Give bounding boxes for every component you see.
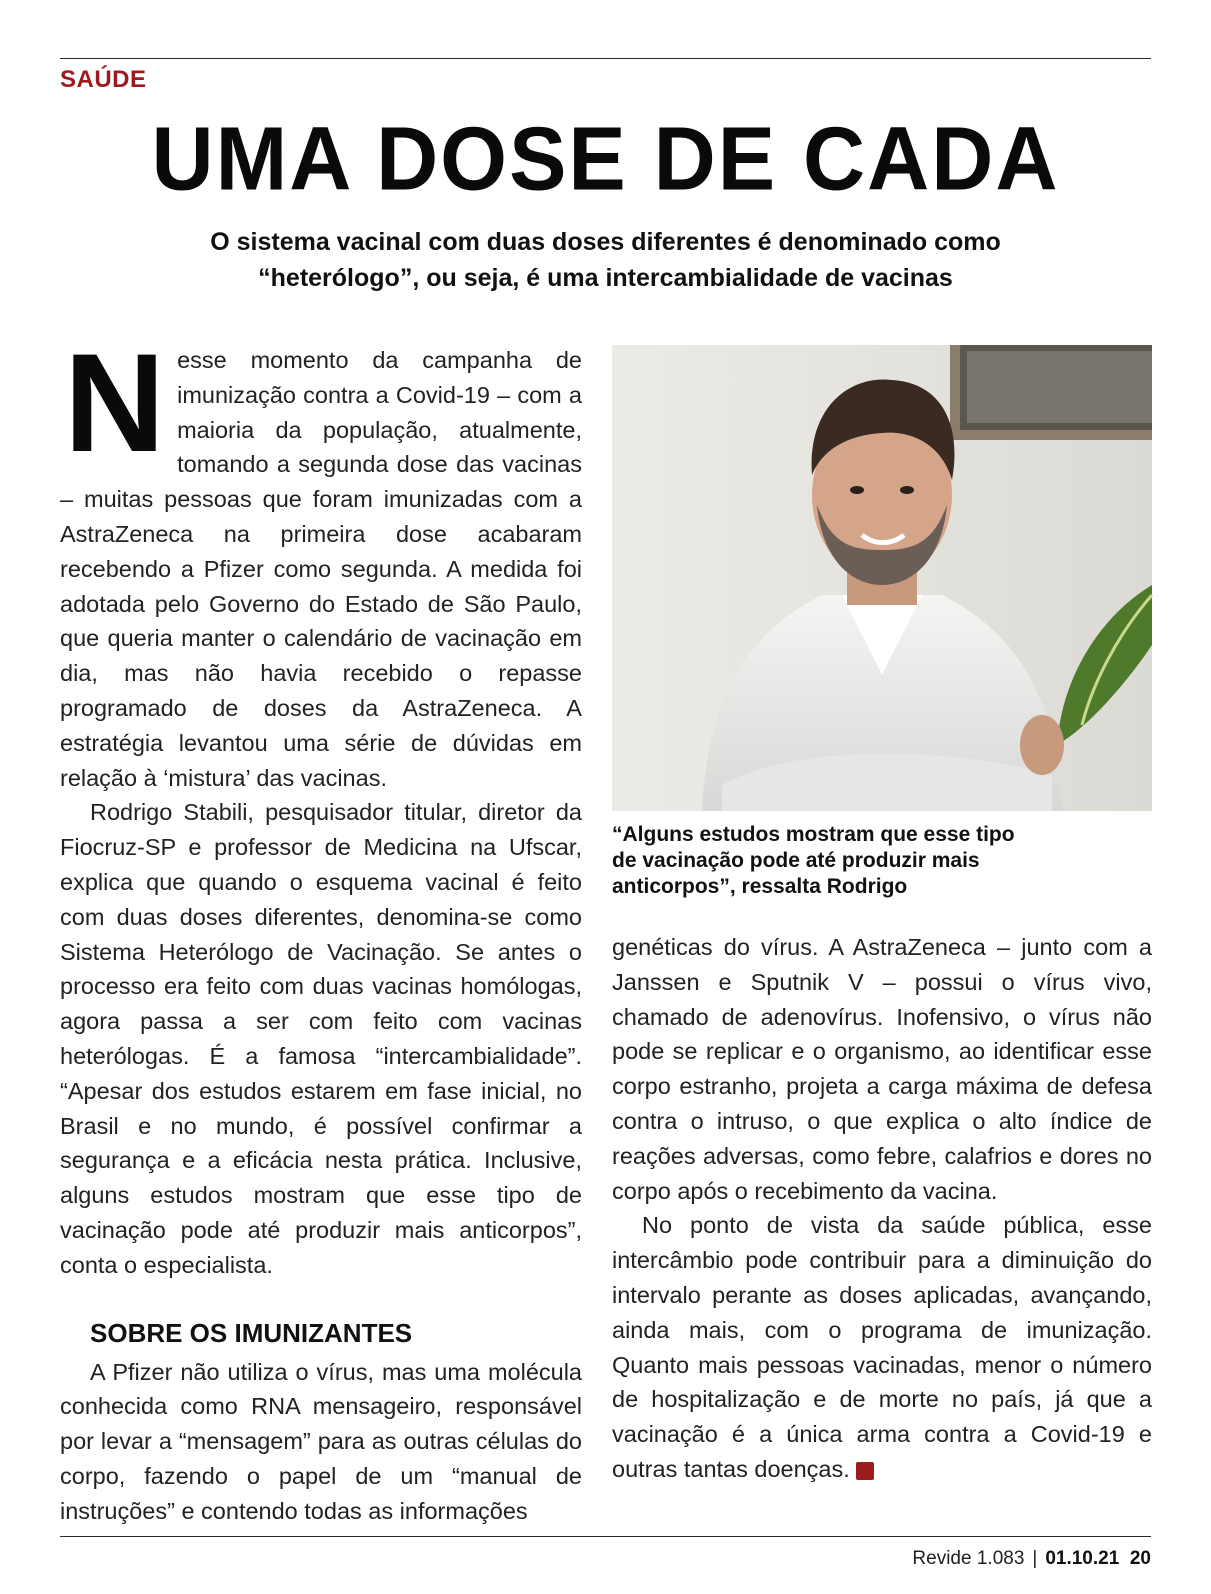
deck-line: O sistema vacinal com duas doses diferentes é denominado como: [210, 228, 1001, 256]
right-column: [612, 930, 1152, 1490]
page-footer: [912, 1548, 1151, 1570]
paragraph: A Pfizer não utiliza o vírus, mas uma molécula conhecida como RNA mensageiro, responsável por levar a “mensagem” para as outras células do corpo, fazendo o papel de um “manual de instruções” e contendo todas as informações: [60, 1358, 582, 1524]
bottom-rule: [60, 1536, 1151, 1537]
deck-line: “heterólogo”, ou seja, é uma intercambialidade de vacinas: [258, 264, 953, 292]
paragraph: [60, 324, 582, 795]
portrait-photo: [612, 345, 1152, 811]
paragraph: [612, 1208, 1152, 1486]
footer-separator: |: [1032, 1548, 1038, 1569]
page-number: 20: [1129, 1548, 1151, 1569]
caption-line: anticorpos”, ressalta Rodrigo: [612, 875, 908, 898]
left-column: [60, 324, 582, 1524]
photo-caption: [612, 822, 1132, 900]
subheading: SOBRE OS IMUNIZANTES: [90, 1317, 413, 1348]
paragraph: Rodrigo Stabili, pesquisador titular, diretor da Fiocruz-SP e professor de Medicina na Ufscar, explica que quando o esquema vacinal é feito com duas doses diferentes, denomina-se como Sistema Heterólogo de Vacinação. Se antes o processo era feito com duas vacinas homólogas, agora passa a ser com feito com vacinas heterólogas. É a famosa “intercambialidade”. “Apesar dos estudos estarem em fase inicial, no Brasil e no mundo, é possível confirmar a segurança e a eficácia nesta prática. Inclusive, alguns estudos mostram que esse tipo de vacinação pode até produzir mais anticorpos”, conta o especialista.: [60, 799, 582, 1278]
deck: [150, 224, 1061, 296]
paragraph: genéticas do vírus. A AstraZeneca – junto com a Janssen e Sputnik V – possui o vírus vivo, chamado de adenovírus. Inofensivo, o vírus não pode se replicar e o organismo, ao identificar esse corpo estranho, projeta a carga máxima de defesa contra o intruso, o que explica o alto índice de reações adversas, como febre, calafrios e dores no corpo após o recebimento da vacina.: [612, 934, 1152, 1204]
top-rule: [60, 58, 1151, 59]
caption-line: “Alguns estudos mostram que esse tipo: [612, 823, 1015, 846]
section-label: SAÚDE: [60, 66, 147, 93]
drop-cap: N: [64, 324, 166, 481]
paragraph-text: esse momento da campanha de imunização contra a Covid-19 – com a maioria da população, atualmente, tomando a segunda dose das vacinas – muitas pessoas que foram imunizadas com a AstraZeneca na primeira dose acabaram recebendo a Pfizer como segunda. A medida foi adotada pelo Governo do Estado de São Paulo, que queria manter o calendário de vacinação em dia, mas não havia recebido o repasse programado de doses da AstraZeneca. A estratégia levantou uma série de dúvidas em relação à ‘mistura’ das vacinas.: [60, 347, 582, 791]
end-mark-icon: R: [856, 1462, 874, 1480]
publication-name: Revide 1.083: [912, 1548, 1025, 1569]
paragraph-text: No ponto de vista da saúde pública, esse intercâmbio pode contribuir para a diminuição do intervalo perante as doses aplicadas, avançando, ainda mais, com o programa de imunização. Quanto mais pessoas vacinadas, menor o número de hospitalização e de morte no país, já que a vacinação é a única arma contra a Covid-19 e outras tantas doenças.: [612, 1212, 1152, 1482]
issue-date: 01.10.21: [1045, 1548, 1120, 1569]
headline: UMA DOSE DE CADA: [151, 108, 1060, 210]
caption-line: de vacinação pode até produzir mais: [612, 849, 980, 872]
